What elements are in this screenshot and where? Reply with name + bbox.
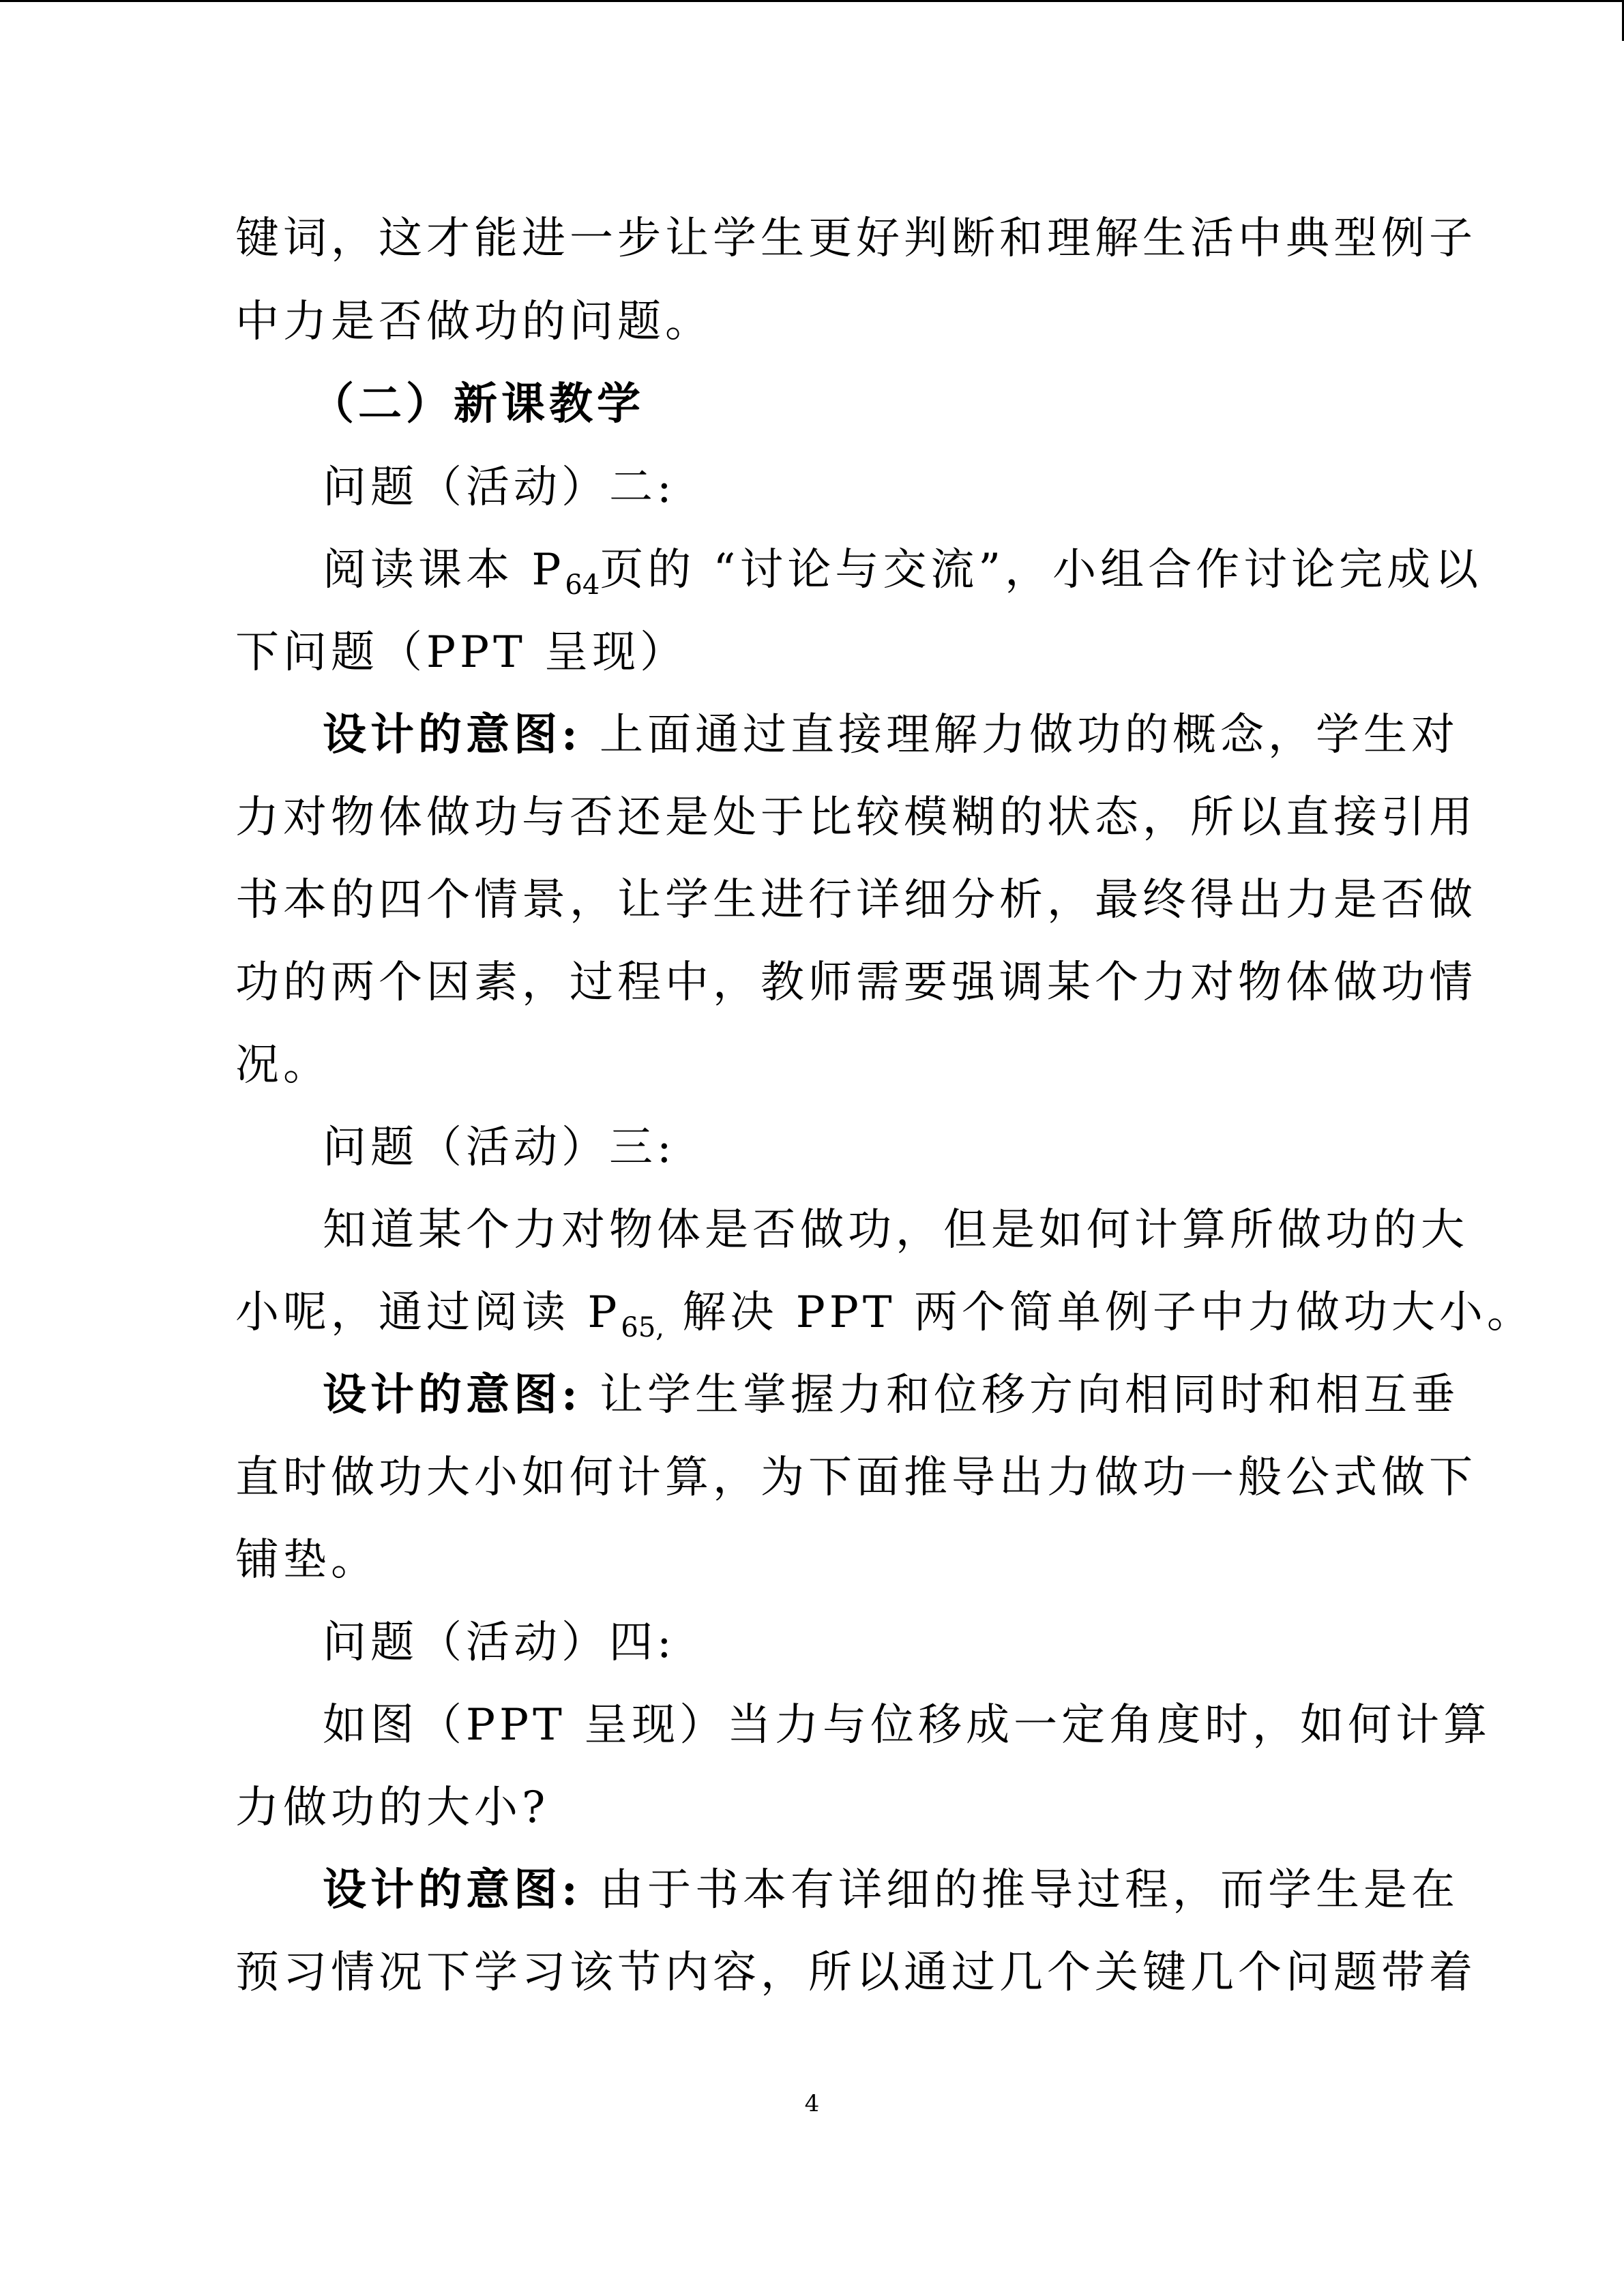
paragraph-line: [235, 1533, 379, 1587]
paragraph-line: [235, 873, 1477, 927]
line-text: 书本的四个情景，让学生进行详细分析，最终得出力是否做: [235, 875, 1477, 925]
section-heading: [310, 377, 645, 432]
line-text: 如图（PPT 呈现）当力与位移成一定角度时，如何计算: [323, 1700, 1492, 1750]
line-text: 解决 PPT 两个简单例子中力做功大小。: [664, 1287, 1535, 1338]
paragraph-line: [323, 1698, 1491, 1753]
paragraph-line: [235, 1285, 1535, 1355]
design-intent-line: [323, 1863, 1459, 1918]
page-number: 4: [804, 2090, 820, 2117]
paragraph-line: [323, 1203, 1468, 1257]
line-text: 小呢，通过阅读 P: [235, 1287, 621, 1338]
line-text: 中力是否做功的问题。: [235, 297, 713, 347]
paragraph-line: [235, 625, 688, 680]
line-text: 问题（活动）四:: [323, 1617, 676, 1668]
line-text: 页的 “讨论与交流”，小组合作讨论完成以: [600, 545, 1483, 595]
top-border-line: [0, 0, 1624, 2]
paragraph-line: [235, 790, 1477, 845]
line-text: 上面通过直接理解力做功的概念，学生对: [581, 710, 1459, 760]
design-intent-label: 设计的意图:: [323, 709, 582, 760]
line-text: 阅读课本 P: [323, 545, 565, 595]
line-text: 况。: [235, 1040, 331, 1090]
activity-heading: [323, 1120, 676, 1175]
line-text: 功的两个因素，过程中，教师需要强调某个力对物体做功情: [235, 957, 1477, 1008]
line-text: 问题（活动）二:: [323, 462, 676, 513]
design-intent-line: [323, 708, 1459, 762]
line-text: 力对物体做功与否还是处于比较模糊的状态，所以直接引用: [235, 792, 1477, 843]
paragraph-line: [235, 1945, 1477, 2000]
line-text: 预习情况下学习该节内容，所以通过几个关键几个问题带着: [235, 1948, 1477, 1998]
line-text: 铺垫。: [235, 1535, 379, 1585]
page-subscript: 64: [565, 569, 600, 601]
line-text: 力做功的大小?: [235, 1783, 550, 1833]
paragraph-line: [235, 955, 1477, 1010]
paragraph-line: [323, 543, 1482, 612]
paragraph-line: [235, 295, 713, 349]
design-intent-label: 设计的意图:: [323, 1369, 582, 1420]
design-intent-line: [323, 1368, 1459, 1422]
paragraph-line: [235, 1038, 331, 1092]
paragraph-line: [235, 211, 1477, 266]
activity-heading: [323, 460, 676, 515]
design-intent-label: 设计的意图:: [323, 1864, 582, 1915]
line-text: 直时做功大小如何计算，为下面推导出力做功一般公式做下: [235, 1452, 1477, 1503]
line-text: 知道某个力对物体是否做功，但是如何计算所做功的大: [323, 1205, 1468, 1255]
paragraph-line: [235, 1780, 549, 1835]
line-text: 键词，这才能进一步让学生更好判断和理解生活中典型例子: [235, 213, 1477, 264]
line-text: 问题（活动）三:: [323, 1122, 676, 1173]
line-text: 让学生掌握力和位移方向相同时和相互垂: [581, 1370, 1459, 1420]
page-subscript: 65,: [621, 1312, 665, 1343]
line-text: 由于书本有详细的推导过程，而学生是在: [581, 1865, 1459, 1915]
line-text: 下问题（PPT 呈现）: [235, 627, 688, 678]
activity-heading: [323, 1615, 676, 1670]
heading-text: （二）新课教学: [310, 378, 645, 430]
paragraph-line: [235, 1450, 1477, 1505]
